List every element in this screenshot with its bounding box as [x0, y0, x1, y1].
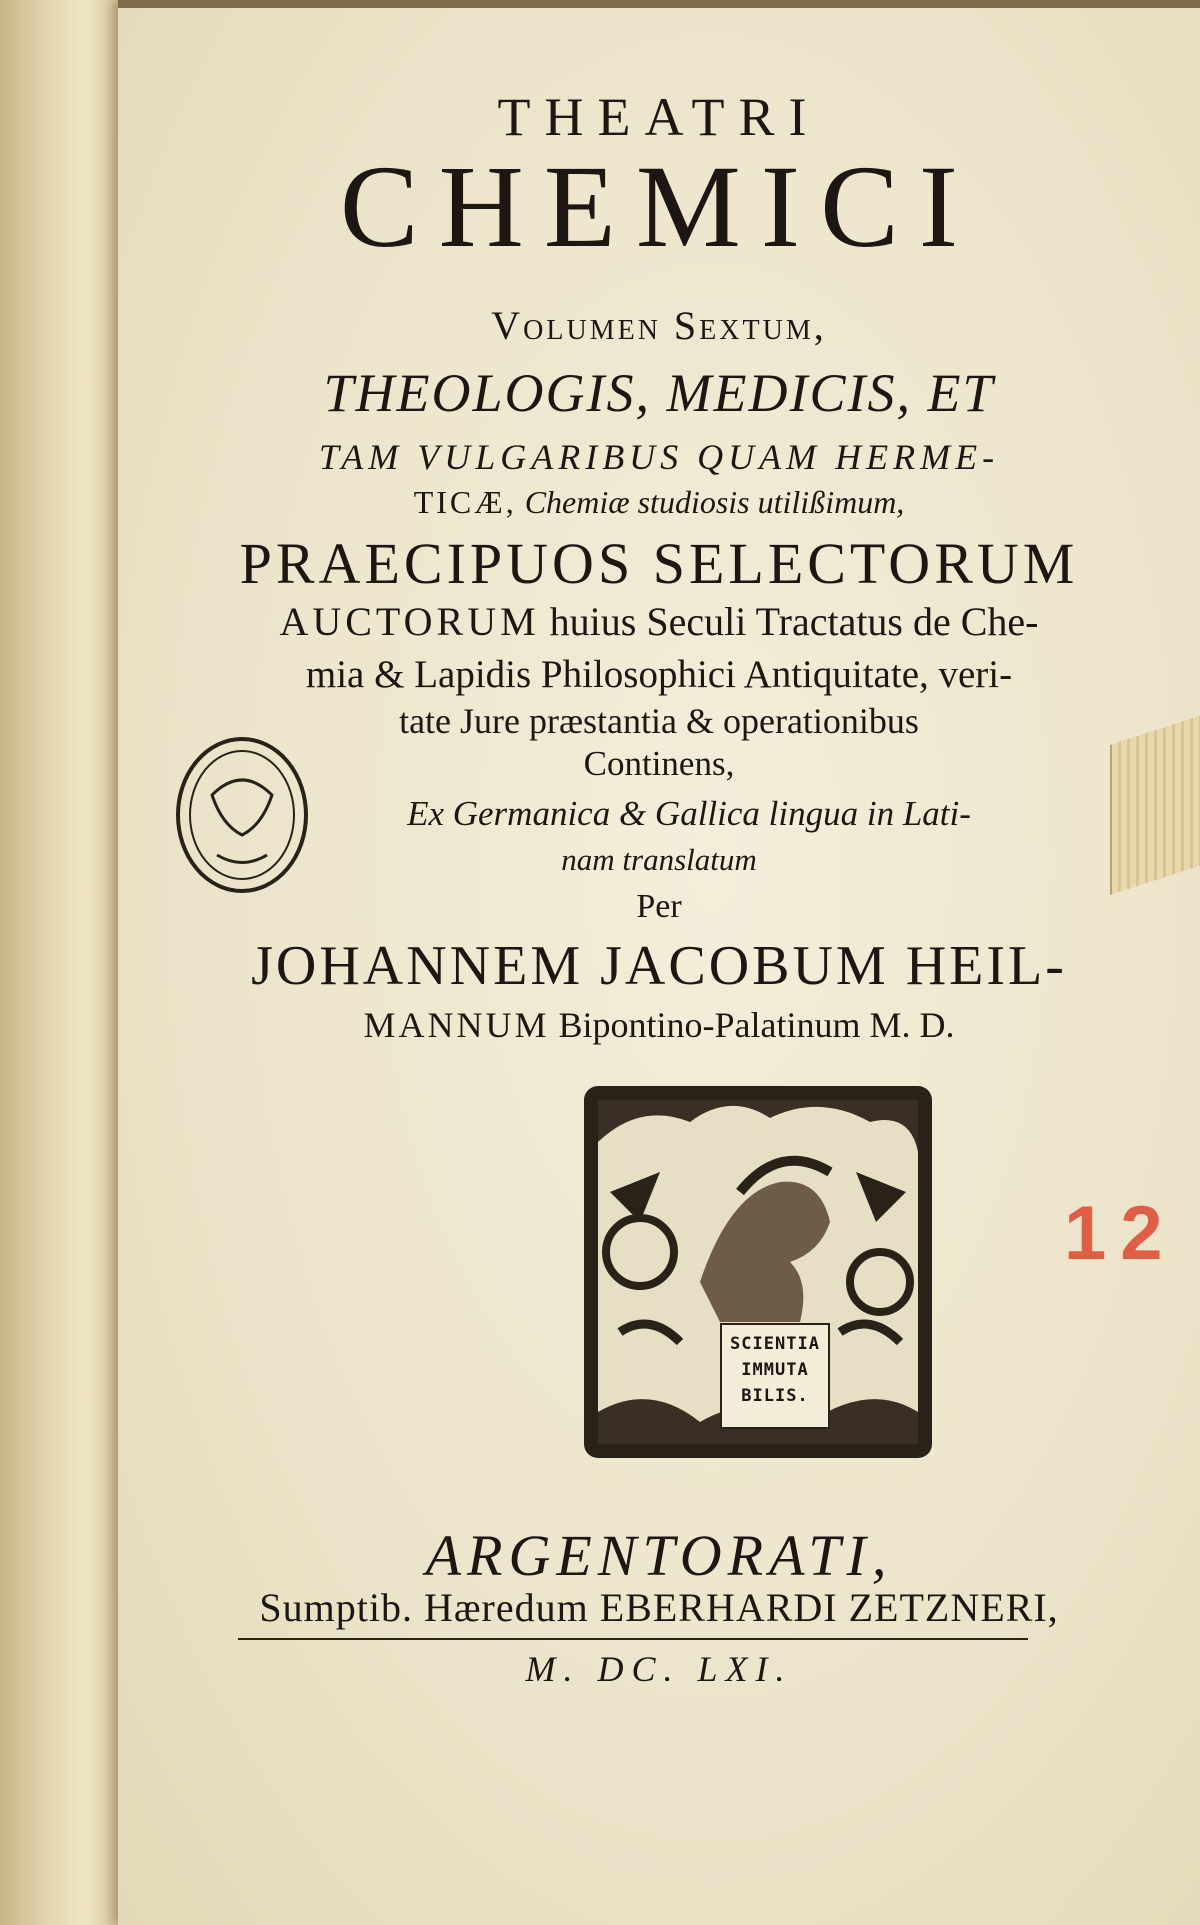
dedication-line-1: THEOLOGIS, MEDICIS, ET	[323, 363, 995, 423]
motto-line-1: SCIENTIA	[730, 1334, 820, 1354]
translation-line-1: Ex Germanica & Gallica lingua in Lati-	[407, 794, 971, 833]
dedication-line-3-italic: Chemiæ studiosis utilißimum,	[524, 484, 905, 520]
library-stamp-number: 12	[1064, 1191, 1177, 1276]
page-top-edge	[118, 0, 1200, 8]
author-line-2	[118, 1004, 1200, 1046]
dedication-line-3-caps: TICÆ,	[413, 484, 517, 520]
per-line: Per	[636, 888, 682, 925]
subject-line-5: Continens,	[583, 744, 735, 783]
motto-line-2: IMMUTA	[741, 1360, 809, 1380]
subject-line-3: mia & Lapidis Philosophici Antiquitate, veri-	[305, 653, 1013, 696]
translation-line-2: nam translatum	[561, 842, 757, 877]
woodcut-motto-scroll	[720, 1323, 830, 1429]
title-line-chemici: CHEMICI	[339, 141, 979, 272]
subject-line-1: PRAECIPUOS SELECTORUM	[239, 531, 1079, 596]
subject-line-2-text: huius Seculi Tractatus de Che-	[549, 599, 1039, 644]
author-line-2-caps: MANNUM	[363, 1005, 550, 1045]
motto-line-3: BILIS.	[741, 1386, 809, 1406]
author-line-1: JOHANNEM JACOBUM HEIL-	[251, 935, 1067, 997]
title-line-theatri: THEATRI	[497, 87, 821, 147]
volume-line: Volumen Sextum,	[491, 303, 827, 348]
title-page	[118, 0, 1200, 1925]
author-line-2-text: Bipontino-Palatinum M. D.	[558, 1005, 955, 1045]
dedication-line-3	[118, 484, 1200, 521]
imprint-place: ARGENTORATI,	[425, 1523, 893, 1588]
imprint-year: M. DC. LXI.	[525, 1649, 793, 1689]
subject-line-2-caps: AUCTORUM	[279, 599, 540, 644]
dedication-line-2: TAM VULGARIBUS QUAM HERME-	[318, 437, 1000, 477]
subject-line-2	[118, 598, 1200, 645]
ownership-seal-stamp	[172, 735, 312, 895]
bookmark-tab	[1110, 715, 1200, 895]
subject-line-4: tate Jure præstantia & operationibus	[399, 701, 919, 741]
imprint-rule	[238, 1638, 1028, 1640]
imprint-publisher: Sumptib. Hæredum EBERHARDI ZETZNERI,	[259, 1585, 1059, 1630]
